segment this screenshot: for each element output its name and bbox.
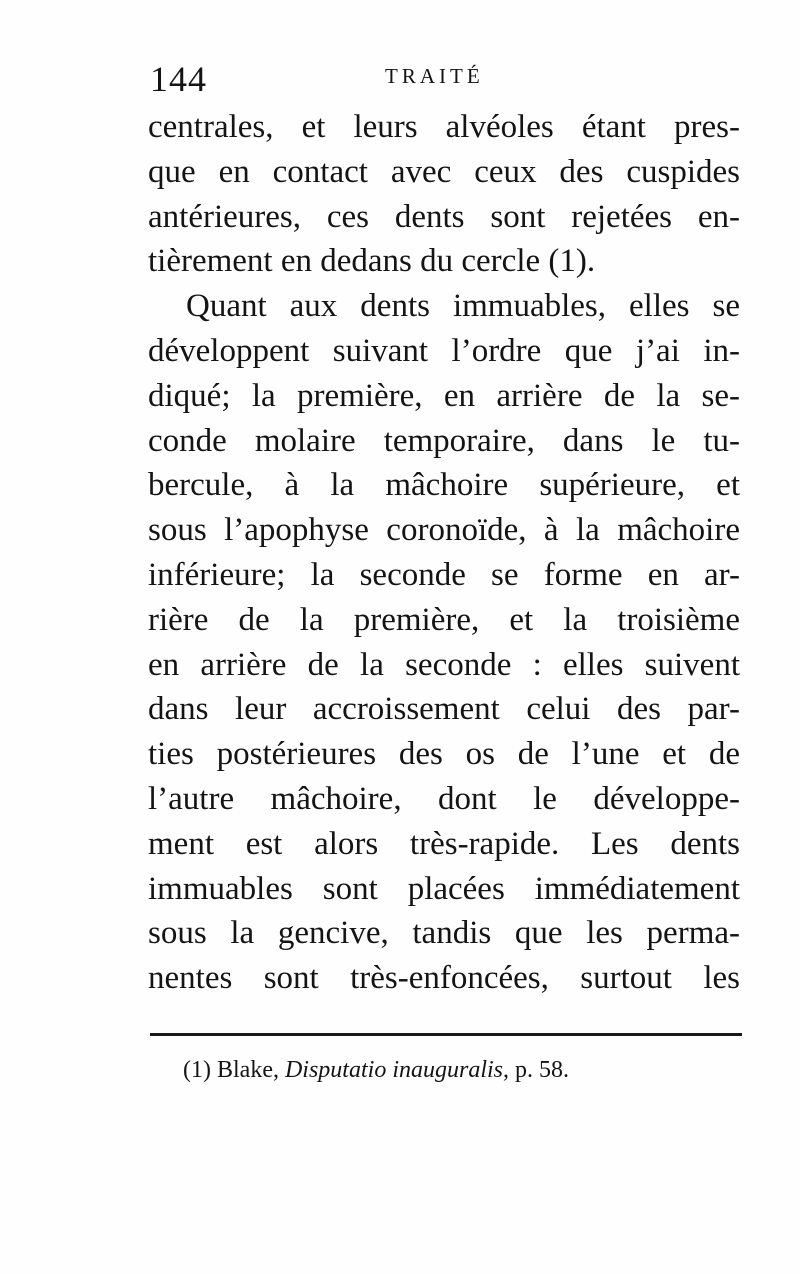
text-line: nentes sont très-enfoncées, surtout les — [148, 960, 740, 997]
text-line: inférieure; la seconde se forme en ar- — [148, 556, 740, 593]
footnote-title: Disputatio inauguralis — [284, 1057, 503, 1083]
text-line: en arrière de la seconde : elles suivent — [148, 646, 740, 683]
text-line: dans leur accroissement celui des par- — [148, 691, 740, 728]
text-line: immuables sont placées immédiatement — [148, 870, 740, 907]
footnote-reference: , p. 58. — [503, 1057, 569, 1083]
footnote — [183, 1057, 569, 1084]
text-line: rière de la première, et la troisième — [148, 601, 740, 638]
paragraph-first-line: Quant aux dents immuables, elles se — [186, 288, 740, 325]
text-line: développent suivant l’ordre que j’ai in- — [148, 332, 740, 369]
text-line: ment est alors très-rapide. Les dents — [148, 825, 740, 862]
body-text — [148, 105, 740, 1001]
text-line: bercule, à la mâchoire supérieure, et — [148, 467, 740, 504]
running-head: TRAITÉ — [385, 64, 484, 88]
text-line: diqué; la première, en arrière de la se- — [148, 377, 740, 414]
text-line: que en contact avec ceux des cuspides — [148, 153, 740, 190]
footnote-divider — [150, 1033, 742, 1036]
text-line: tièrement en dedans du cercle (1). — [148, 243, 596, 280]
text-line: ties postérieures des os de l’une et de — [148, 736, 740, 773]
text-line: conde molaire temporaire, dans le tu- — [148, 422, 740, 459]
text-line: sous l’apophyse coronoïde, à la mâchoire — [148, 512, 740, 549]
page-number: 144 — [150, 59, 207, 99]
text-line: antérieures, ces dents sont rejetées en- — [148, 198, 740, 235]
text-line: sous la gencive, tandis que les perma- — [148, 915, 740, 952]
footnote-marker: (1) Blake, — [183, 1057, 285, 1083]
text-line: centrales, et leurs alvéoles étant pres- — [148, 109, 740, 145]
text-line: l’autre mâchoire, dont le développe- — [148, 780, 740, 817]
